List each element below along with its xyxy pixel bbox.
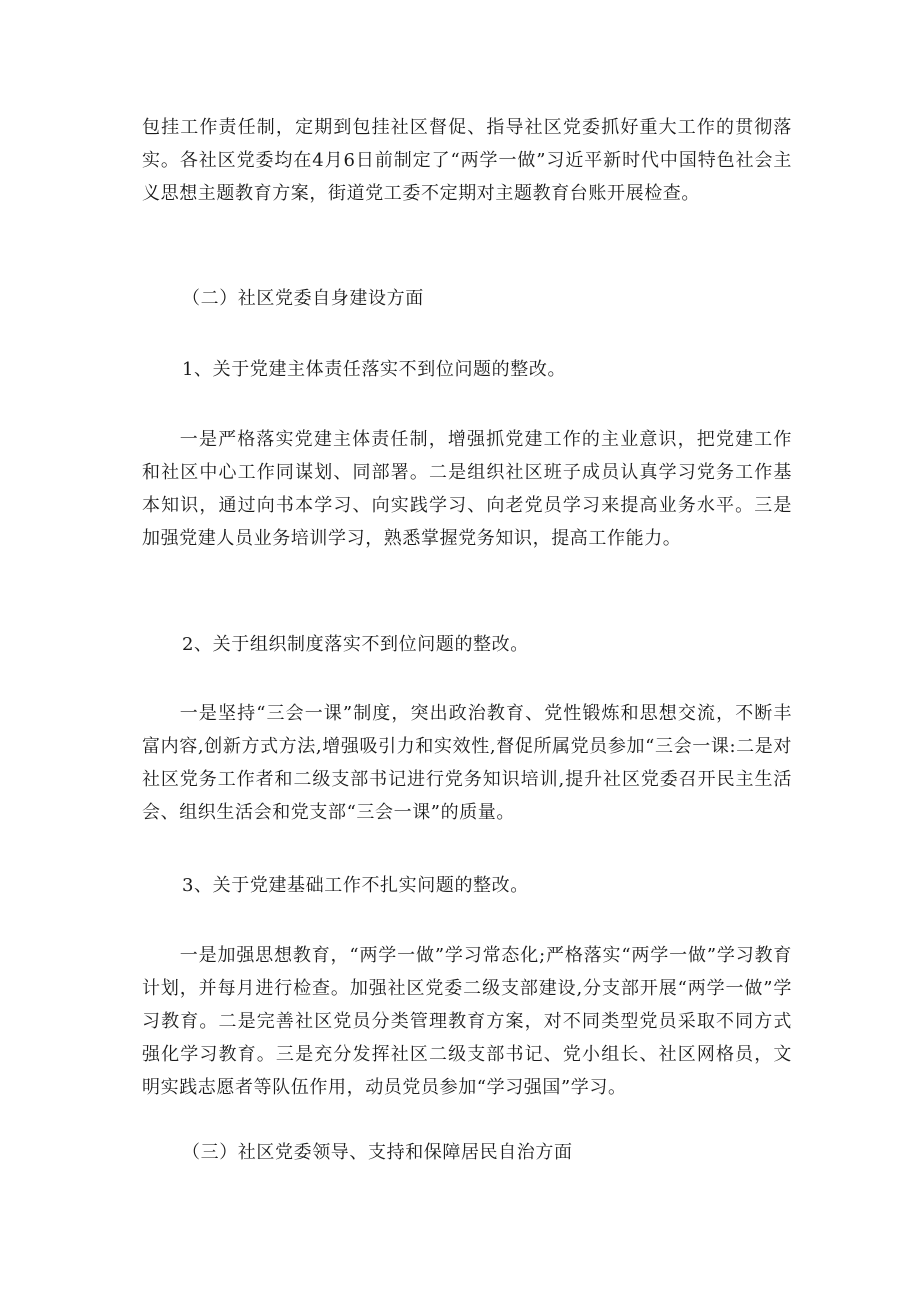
paragraph-responsibility-system: 包挂工作责任制，定期到包挂社区督促、指导社区党委抓好重大工作的贯彻落实。各社区党委均在4月6日前制定了“两学一做”习近平新时代中国特色社会主义思想主题教育方案，街道党工委不定期对主题教育台账开展检查。	[142, 117, 792, 204]
item-heading-2: 2、关于组织制度落实不到位问题的整改。	[182, 634, 529, 655]
section-heading-2: （二）社区党委自身建设方面	[182, 288, 424, 309]
item-heading-3: 3、关于党建基础工作不扎实问题的整改。	[182, 875, 529, 896]
paragraph-item-1-body: 一是严格落实党建主体责任制，增强抓党建工作的主业意识，把党建工作和社区中心工作同谋划、同部署。二是组织社区班子成员认真学习党务工作基本知识，通过向书本学习、向实践学习、向老党员学习来提高业务水平。三是加强党建人员业务培训学习，熟悉掌握党务知识，提高工作能力。	[142, 429, 792, 549]
item-heading-1: 1、关于党建主体责任落实不到位问题的整改。	[182, 359, 567, 380]
paragraph-item-3-body: 一是加强思想教育，“两学一做”学习常态化;严格落实“两学一做”学习教育计划，并每月进行检查。加强社区党委二级支部建设,分支部开展“两学一做”学习教育。二是完善社区党员分类管理教育方案，对不同类型党员采取不同方式强化学习教育。三是充分发挥社区二级支部书记、党小组长、社区网格员，文明实践志愿者等队伍作用，动员党员参加“学习强国”学习。	[142, 945, 792, 1098]
section-heading-3: （三）社区党委领导、支持和保障居民自治方面	[182, 1142, 573, 1163]
paragraph-item-2-body: 一是坚持“三会一课”制度，突出政治教育、党性锻炼和思想交流，不断丰富内容,创新方式方法,增强吸引力和实效性,督促所属党员参加“三会一课:二是对社区党务工作者和二级支部书记进行党务知识培训,提升社区党委召开民主生活会、组织生活会和党支部“三会一课”的质量。	[142, 703, 792, 823]
